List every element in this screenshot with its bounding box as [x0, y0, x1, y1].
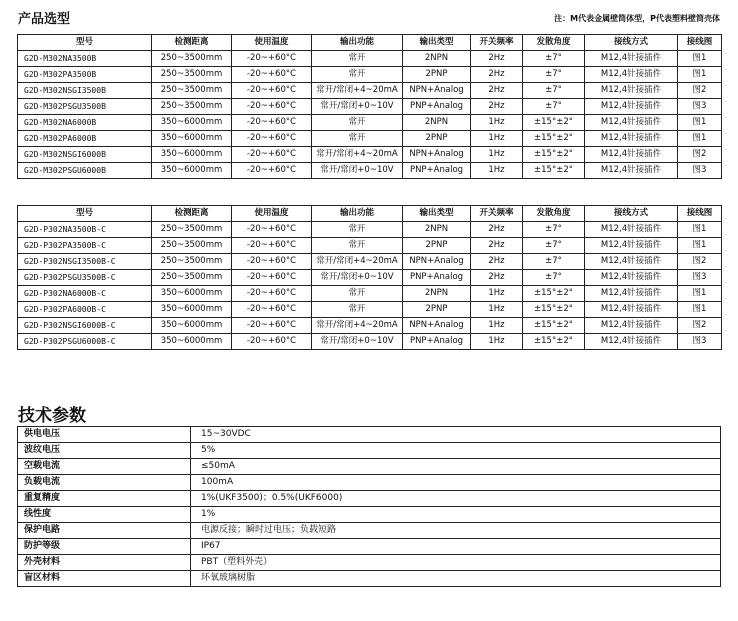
table-row	[18, 302, 722, 318]
cell-model: G2D-P302PSGU6000B-C	[18, 334, 152, 350]
cell-angle: ±15°±2°	[523, 147, 585, 163]
cell-angle: ±15°±2°	[523, 115, 585, 131]
cell-wiring: M12,4针接插件	[585, 302, 678, 318]
cell-angle: ±15°±2°	[523, 302, 585, 318]
cell-angle: ±15°±2°	[523, 318, 585, 334]
table-header-row	[18, 206, 722, 222]
spec-value: 5%	[191, 443, 721, 459]
table-row	[18, 147, 722, 163]
cell-temperature: -20~+60°C	[232, 163, 312, 179]
cell-frequency: 2Hz	[471, 51, 523, 67]
cell-temperature: -20~+60°C	[232, 286, 312, 302]
col-header-frequency: 开关频率	[471, 35, 523, 51]
cell-output-type: PNP+Analog	[403, 99, 471, 115]
cell-output-function: 常开	[312, 67, 403, 83]
cell-output-function: 常开/常闭+0~10V	[312, 334, 403, 350]
col-header-output-function: 输出功能	[312, 35, 403, 51]
cell-wiring: M12,4针接插件	[585, 318, 678, 334]
col-header-wiring: 接线方式	[585, 35, 678, 51]
cell-temperature: -20~+60°C	[232, 115, 312, 131]
cell-output-function: 常开/常闭+4~20mA	[312, 318, 403, 334]
cell-model: G2D-M302NSGI6000B	[18, 147, 152, 163]
table-row	[18, 254, 722, 270]
cell-output-type: 2NPN	[403, 51, 471, 67]
cell-wiring: M12,4针接插件	[585, 254, 678, 270]
cell-output-function: 常开/常闭+0~10V	[312, 270, 403, 286]
cell-diagram: 图1	[678, 131, 722, 147]
cell-temperature: -20~+60°C	[232, 270, 312, 286]
cell-wiring: M12,4针接插件	[585, 67, 678, 83]
cell-diagram: 图1	[678, 51, 722, 67]
cell-wiring: M12,4针接插件	[585, 334, 678, 350]
table-row	[18, 334, 722, 350]
cell-frequency: 2Hz	[471, 99, 523, 115]
cell-angle: ±7°	[523, 99, 585, 115]
cell-angle: ±15°±2°	[523, 163, 585, 179]
table-row	[18, 131, 722, 147]
cell-angle: ±7°	[523, 67, 585, 83]
cell-output-function: 常开/常闭+0~10V	[312, 99, 403, 115]
cell-output-type: PNP+Analog	[403, 334, 471, 350]
cell-output-type: 2PNP	[403, 67, 471, 83]
cell-wiring: M12,4针接插件	[585, 270, 678, 286]
col-header-temperature: 使用温度	[232, 206, 312, 222]
spec-row	[18, 523, 721, 539]
table-header-row	[18, 35, 722, 51]
cell-detect-range: 350~6000mm	[152, 286, 232, 302]
cell-diagram: 图2	[678, 254, 722, 270]
spec-table-body	[18, 427, 721, 587]
spec-label: 波纹电压	[18, 443, 191, 459]
cell-detect-range: 250~3500mm	[152, 222, 232, 238]
cell-angle: ±15°±2°	[523, 334, 585, 350]
cell-diagram: 图2	[678, 83, 722, 99]
spec-label: 防护等级	[18, 539, 191, 555]
cell-diagram: 图2	[678, 318, 722, 334]
cell-temperature: -20~+60°C	[232, 318, 312, 334]
cell-output-function: 常开/常闭+4~20mA	[312, 147, 403, 163]
spec-value: ≤50mA	[191, 459, 721, 475]
spec-label: 负载电流	[18, 475, 191, 491]
cell-diagram: 图1	[678, 115, 722, 131]
cell-detect-range: 250~3500mm	[152, 254, 232, 270]
cell-model: G2D-M302PA3500B	[18, 67, 152, 83]
spec-label: 保护电路	[18, 523, 191, 539]
cell-frequency: 2Hz	[471, 67, 523, 83]
spec-row	[18, 507, 721, 523]
col-header-diagram: 接线图	[678, 206, 722, 222]
product-table-body	[18, 222, 722, 350]
table-row	[18, 222, 722, 238]
cell-diagram: 图3	[678, 99, 722, 115]
spec-label: 重复精度	[18, 491, 191, 507]
cell-wiring: M12,4针接插件	[585, 163, 678, 179]
cell-output-type: 2NPN	[403, 222, 471, 238]
cell-output-function: 常开	[312, 302, 403, 318]
col-header-model: 型号	[18, 206, 152, 222]
cell-angle: ±7°	[523, 254, 585, 270]
cell-temperature: -20~+60°C	[232, 254, 312, 270]
cell-angle: ±15°±2°	[523, 286, 585, 302]
cell-wiring: M12,4针接插件	[585, 99, 678, 115]
cell-model: G2D-P302NA6000B-C	[18, 286, 152, 302]
cell-output-function: 常开/常闭+4~20mA	[312, 83, 403, 99]
spec-label: 空载电流	[18, 459, 191, 475]
cell-detect-range: 350~6000mm	[152, 115, 232, 131]
col-header-angle: 发散角度	[523, 35, 585, 51]
spec-row	[18, 539, 721, 555]
cell-detect-range: 350~6000mm	[152, 318, 232, 334]
spec-label: 盲区材料	[18, 571, 191, 587]
cell-frequency: 1Hz	[471, 115, 523, 131]
cell-output-type: 2PNP	[403, 131, 471, 147]
cell-diagram: 图1	[678, 67, 722, 83]
cell-frequency: 2Hz	[471, 254, 523, 270]
cell-frequency: 1Hz	[471, 163, 523, 179]
cell-detect-range: 250~3500mm	[152, 270, 232, 286]
table-row	[18, 286, 722, 302]
spec-value: 1%(UKF3500)；0.5%(UKF6000)	[191, 491, 721, 507]
table-row	[18, 99, 722, 115]
cell-frequency: 2Hz	[471, 222, 523, 238]
cell-model: G2D-M302NA6000B	[18, 115, 152, 131]
cell-diagram: 图3	[678, 270, 722, 286]
cell-angle: ±15°±2°	[523, 131, 585, 147]
cell-diagram: 图1	[678, 222, 722, 238]
cell-detect-range: 250~3500mm	[152, 83, 232, 99]
col-header-frequency: 开关频率	[471, 206, 523, 222]
product-table-plastic	[17, 205, 722, 350]
spec-row	[18, 443, 721, 459]
cell-output-type: NPN+Analog	[403, 83, 471, 99]
product-table-body	[18, 51, 722, 179]
table-row	[18, 238, 722, 254]
col-header-model: 型号	[18, 35, 152, 51]
cell-diagram: 图3	[678, 163, 722, 179]
cell-output-function: 常开	[312, 222, 403, 238]
col-header-angle: 发散角度	[523, 206, 585, 222]
cell-frequency: 1Hz	[471, 334, 523, 350]
cell-temperature: -20~+60°C	[232, 222, 312, 238]
table-row	[18, 270, 722, 286]
cell-detect-range: 350~6000mm	[152, 131, 232, 147]
cell-detect-range: 350~6000mm	[152, 302, 232, 318]
cell-output-type: NPN+Analog	[403, 318, 471, 334]
cell-model: G2D-P302PA3500B-C	[18, 238, 152, 254]
cell-output-type: NPN+Analog	[403, 147, 471, 163]
cell-model: G2D-P302PA6000B-C	[18, 302, 152, 318]
product-table-metal	[17, 34, 722, 179]
col-header-detect-range: 检测距离	[152, 206, 232, 222]
cell-angle: ±7°	[523, 222, 585, 238]
spec-label: 线性度	[18, 507, 191, 523]
table-row	[18, 318, 722, 334]
cell-output-type: 2PNP	[403, 302, 471, 318]
cell-diagram: 图1	[678, 302, 722, 318]
spec-label: 供电电压	[18, 427, 191, 443]
spec-value: 15~30VDC	[191, 427, 721, 443]
spec-value: 100mA	[191, 475, 721, 491]
cell-temperature: -20~+60°C	[232, 238, 312, 254]
cell-output-function: 常开	[312, 115, 403, 131]
cell-diagram: 图3	[678, 334, 722, 350]
cell-output-function: 常开/常闭+0~10V	[312, 163, 403, 179]
spec-row	[18, 459, 721, 475]
cell-model: G2D-P302PSGU3500B-C	[18, 270, 152, 286]
cell-output-type: 2NPN	[403, 286, 471, 302]
cell-temperature: -20~+60°C	[232, 147, 312, 163]
cell-output-type: PNP+Analog	[403, 163, 471, 179]
spec-row	[18, 427, 721, 443]
cell-frequency: 1Hz	[471, 147, 523, 163]
cell-angle: ±7°	[523, 83, 585, 99]
col-header-wiring: 接线方式	[585, 206, 678, 222]
table-row	[18, 67, 722, 83]
cell-detect-range: 350~6000mm	[152, 334, 232, 350]
cell-detect-range: 250~3500mm	[152, 238, 232, 254]
cell-detect-range: 350~6000mm	[152, 147, 232, 163]
cell-temperature: -20~+60°C	[232, 99, 312, 115]
col-header-output-function: 输出功能	[312, 206, 403, 222]
cell-output-function: 常开	[312, 131, 403, 147]
cell-detect-range: 250~3500mm	[152, 51, 232, 67]
cell-wiring: M12,4针接插件	[585, 286, 678, 302]
spec-row	[18, 571, 721, 587]
col-header-diagram: 接线图	[678, 35, 722, 51]
spec-value: PBT（塑料外壳）	[191, 555, 721, 571]
cell-model: G2D-M302PA6000B	[18, 131, 152, 147]
spec-value: 1%	[191, 507, 721, 523]
cell-model: G2D-M302PSGU3500B	[18, 99, 152, 115]
cell-output-function: 常开	[312, 286, 403, 302]
cell-model: G2D-P302NSGI6000B-C	[18, 318, 152, 334]
col-header-output-type: 输出类型	[403, 35, 471, 51]
cell-output-type: NPN+Analog	[403, 254, 471, 270]
section-title-product-selection: 产品选型	[18, 12, 71, 27]
cell-frequency: 1Hz	[471, 286, 523, 302]
spec-row	[18, 475, 721, 491]
cell-frequency: 2Hz	[471, 83, 523, 99]
cell-wiring: M12,4针接插件	[585, 83, 678, 99]
cell-wiring: M12,4针接插件	[585, 222, 678, 238]
section-title-tech-specs: 技术参数	[18, 406, 86, 426]
spec-value: 环氧玻璃树脂	[191, 571, 721, 587]
cell-wiring: M12,4针接插件	[585, 115, 678, 131]
cell-angle: ±7°	[523, 238, 585, 254]
spec-row	[18, 555, 721, 571]
cell-detect-range: 350~6000mm	[152, 163, 232, 179]
cell-frequency: 1Hz	[471, 302, 523, 318]
table-row	[18, 115, 722, 131]
col-header-temperature: 使用温度	[232, 35, 312, 51]
col-header-detect-range: 检测距离	[152, 35, 232, 51]
table-row	[18, 51, 722, 67]
cell-diagram: 图1	[678, 238, 722, 254]
cell-model: G2D-M302PSGU6000B	[18, 163, 152, 179]
spec-row	[18, 491, 721, 507]
cell-temperature: -20~+60°C	[232, 131, 312, 147]
cell-wiring: M12,4针接插件	[585, 131, 678, 147]
cell-frequency: 1Hz	[471, 131, 523, 147]
cell-angle: ±7°	[523, 270, 585, 286]
cell-detect-range: 250~3500mm	[152, 67, 232, 83]
cell-detect-range: 250~3500mm	[152, 99, 232, 115]
model-note: 注：M代表金属壁筒体型，P代表塑料壁筒壳体	[554, 14, 720, 23]
table-row	[18, 163, 722, 179]
cell-wiring: M12,4针接插件	[585, 51, 678, 67]
spec-label: 外壳材料	[18, 555, 191, 571]
cell-frequency: 1Hz	[471, 318, 523, 334]
cell-model: G2D-P302NSGI3500B-C	[18, 254, 152, 270]
cell-frequency: 2Hz	[471, 270, 523, 286]
cell-output-type: PNP+Analog	[403, 270, 471, 286]
cell-model: G2D-P302NA3500B-C	[18, 222, 152, 238]
spec-value: IP67	[191, 539, 721, 555]
cell-diagram: 图2	[678, 147, 722, 163]
cell-temperature: -20~+60°C	[232, 334, 312, 350]
cell-output-function: 常开	[312, 238, 403, 254]
cell-diagram: 图1	[678, 286, 722, 302]
cell-model: G2D-M302NA3500B	[18, 51, 152, 67]
cell-temperature: -20~+60°C	[232, 51, 312, 67]
spec-table	[17, 426, 721, 587]
cell-output-function: 常开/常闭+4~20mA	[312, 254, 403, 270]
cell-model: G2D-M302NSGI3500B	[18, 83, 152, 99]
cell-wiring: M12,4针接插件	[585, 147, 678, 163]
cell-temperature: -20~+60°C	[232, 67, 312, 83]
cell-wiring: M12,4针接插件	[585, 238, 678, 254]
col-header-output-type: 输出类型	[403, 206, 471, 222]
cell-frequency: 2Hz	[471, 238, 523, 254]
cell-temperature: -20~+60°C	[232, 83, 312, 99]
spec-value: 电源反接；瞬时过电压；负载短路	[191, 523, 721, 539]
cell-temperature: -20~+60°C	[232, 302, 312, 318]
cell-output-type: 2NPN	[403, 115, 471, 131]
cell-output-function: 常开	[312, 51, 403, 67]
cell-angle: ±7°	[523, 51, 585, 67]
table-row	[18, 83, 722, 99]
cell-output-type: 2PNP	[403, 238, 471, 254]
